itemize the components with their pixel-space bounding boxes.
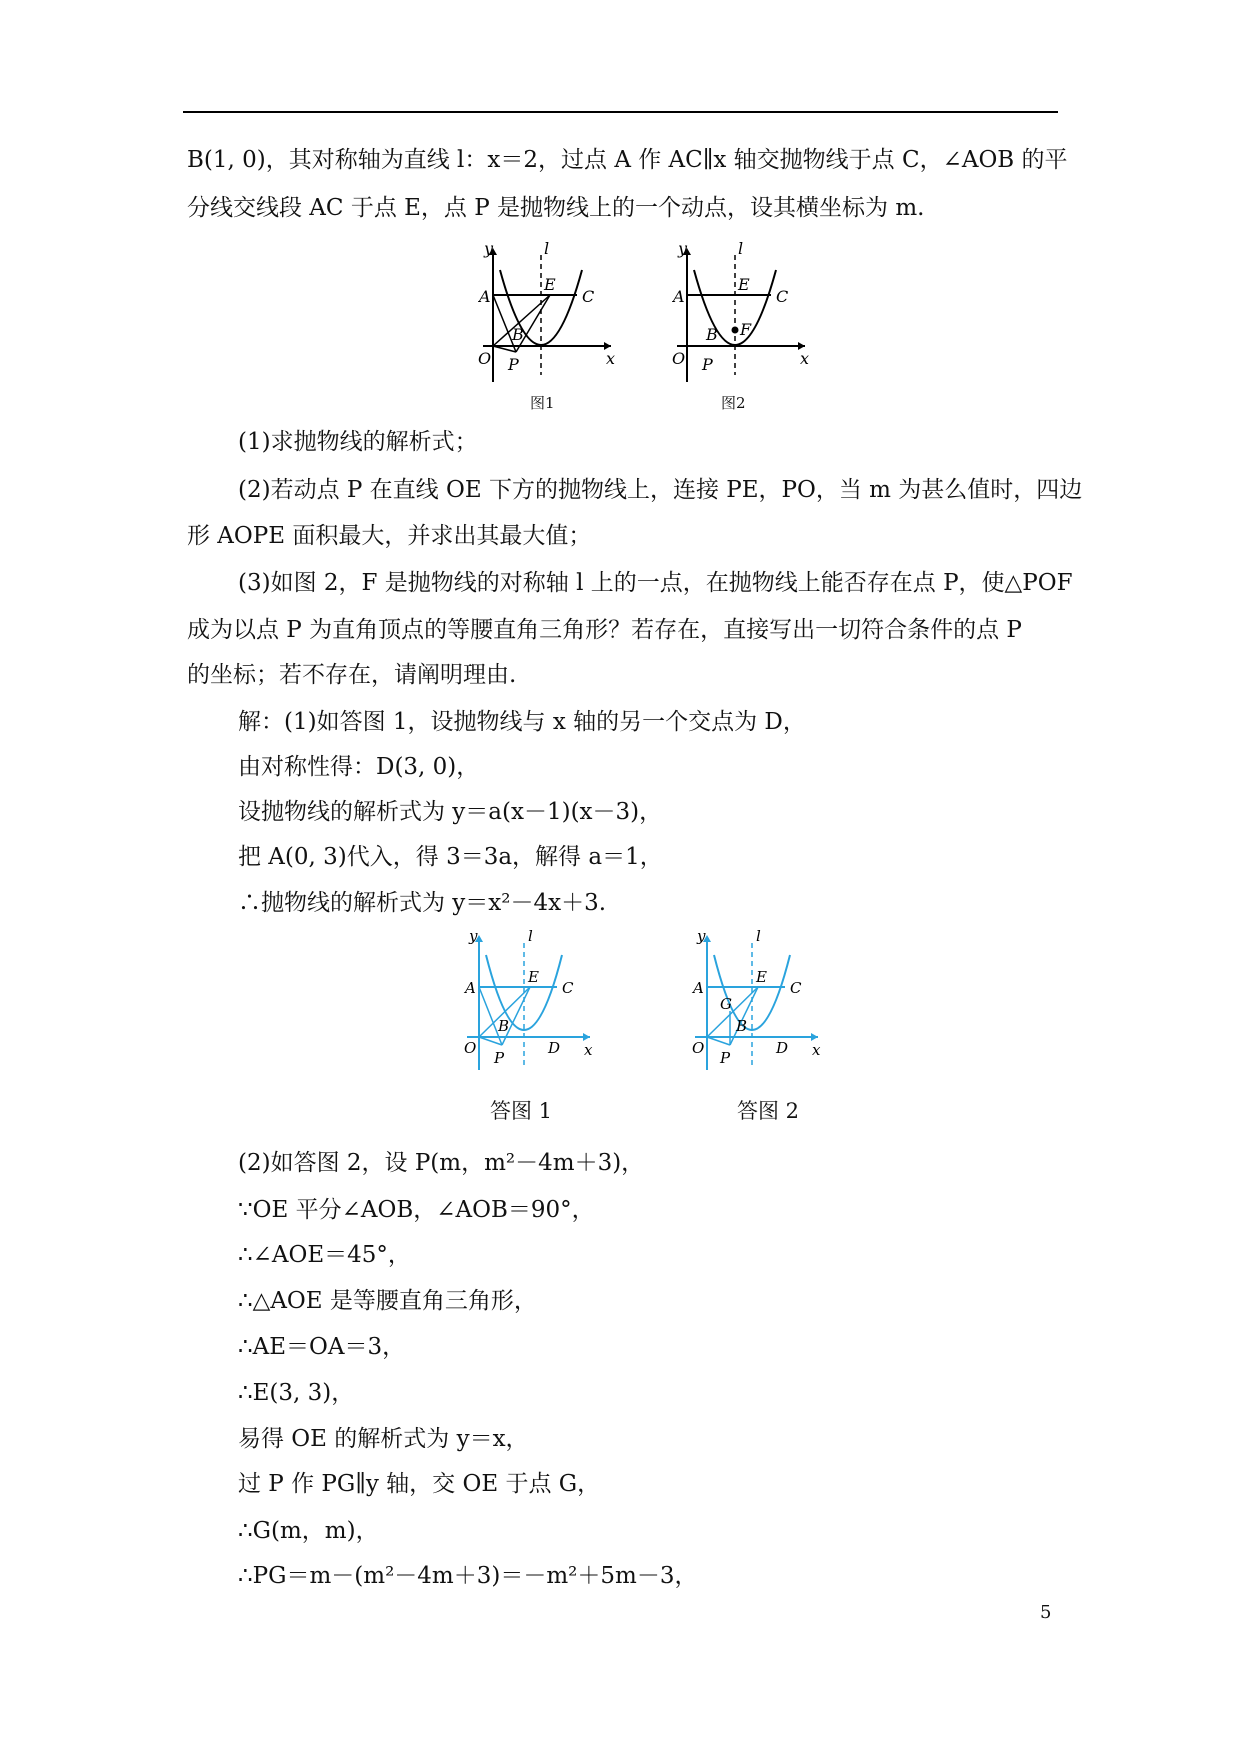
question-3-line-1: (3)如图 2，F 是抛物线的对称轴 l 上的一点，在抛物线上能否存在点 P，使△POF bbox=[238, 570, 1073, 596]
question-1: (1)求抛物线的解析式； bbox=[238, 429, 478, 455]
solution-line-5: ∴抛物线的解析式为 y＝x²－4x＋3. bbox=[238, 890, 607, 916]
solution-2-line-3: ∴∠AOE＝45°， bbox=[238, 1242, 411, 1268]
question-2-line-1: (2)若动点 P 在直线 OE 下方的抛物线上，连接 PE，PO，当 m 为甚么值时，四边 bbox=[238, 477, 1083, 503]
question-3-line-2: 成为以点 P 为直角顶点的等腰直角三角形？若存在，直接写出一切符合条件的点 P bbox=[187, 617, 1022, 643]
answer-figure-1 bbox=[462, 925, 597, 1075]
fig2-B-label: B bbox=[706, 325, 718, 344]
solution-line-3: 设抛物线的解析式为 y＝a(x－1)(x－3)， bbox=[238, 799, 663, 825]
solution-2-line-7: 易得 OE 的解析式为 y＝x， bbox=[238, 1426, 529, 1452]
fig2-F-label: F bbox=[740, 320, 752, 339]
solution-2-line-2: ∵OE 平分∠AOB，∠AOB＝90°， bbox=[238, 1197, 595, 1223]
page-number: 5 bbox=[1040, 1602, 1052, 1623]
ans1-P-label: P bbox=[494, 1049, 505, 1067]
solution-2-line-1: (2)如答图 2，设 P(m，m²－4m＋3)， bbox=[238, 1150, 645, 1176]
solution-2-line-6: ∴E(3, 3)， bbox=[238, 1380, 355, 1406]
ans1-y-label: y bbox=[469, 927, 478, 945]
fig2-C-label: C bbox=[776, 287, 789, 306]
fig2-O-label: O bbox=[672, 349, 686, 368]
ans1-E-label: E bbox=[528, 968, 539, 986]
ans1-A-label: A bbox=[465, 979, 476, 997]
ans2-B-label: B bbox=[736, 1017, 748, 1035]
fig2-y-label: y bbox=[678, 240, 688, 258]
fig1-A-label: A bbox=[479, 287, 491, 306]
fig1-x-label: x bbox=[606, 349, 616, 368]
header-rule bbox=[183, 111, 1058, 113]
ans2-P-label: P bbox=[720, 1049, 731, 1067]
figure-2 bbox=[672, 240, 812, 415]
ans1-D-label: D bbox=[548, 1039, 561, 1057]
fig1-O-label: O bbox=[478, 349, 492, 368]
question-3-line-3: 的坐标；若不存在，请阐明理由. bbox=[187, 662, 517, 688]
ans2-C-label: C bbox=[790, 979, 802, 997]
fig1-P-label: P bbox=[508, 355, 519, 374]
solution-2-line-10: ∴PG＝m－(m²－4m＋3)＝－m²＋5m－3， bbox=[238, 1563, 698, 1589]
ans2-y-label: y bbox=[697, 927, 706, 945]
solution-2-line-4: ∴△AOE 是等腰直角三角形， bbox=[238, 1288, 537, 1314]
solution-line-2: 由对称性得：D(3, 0)， bbox=[238, 754, 480, 780]
fig2-x-label: x bbox=[800, 349, 810, 368]
ans2-x-label: x bbox=[812, 1041, 821, 1059]
question-2-line-2: 形 AOPE 面积最大，并求出其最大值； bbox=[187, 523, 592, 549]
problem-line-1: B(1, 0)，其对称轴为直线 l：x＝2，过点 A 作 AC∥x 轴交抛物线于点 C，∠AOB 的平 bbox=[187, 147, 1068, 173]
ans1-x-label: x bbox=[584, 1041, 593, 1059]
ans2-A-label: A bbox=[693, 979, 704, 997]
ans1-O-label: O bbox=[464, 1039, 477, 1057]
answer-figure-1-caption: 答图 1 bbox=[490, 1099, 553, 1123]
figure-2-caption: 图2 bbox=[721, 394, 746, 412]
fig1-E-label: E bbox=[544, 275, 556, 294]
answer-figure-2-caption: 答图 2 bbox=[737, 1099, 800, 1123]
ans2-D-label: D bbox=[776, 1039, 789, 1057]
answer-figure-2 bbox=[690, 925, 825, 1075]
fig2-P-label: P bbox=[702, 355, 713, 374]
fig1-y-label: y bbox=[484, 240, 494, 258]
ans1-C-label: C bbox=[562, 979, 574, 997]
solution-2-line-8: 过 P 作 PG∥y 轴，交 OE 于点 G， bbox=[238, 1471, 601, 1497]
fig1-l-label: l bbox=[544, 240, 550, 258]
fig2-l-label: l bbox=[738, 240, 744, 258]
ans2-l-label: l bbox=[756, 927, 761, 945]
ans2-E-label: E bbox=[756, 968, 767, 986]
ans1-l-label: l bbox=[528, 927, 533, 945]
fig2-E-label: E bbox=[738, 275, 750, 294]
fig1-C-label: C bbox=[582, 287, 595, 306]
figure-1-caption: 图1 bbox=[530, 394, 555, 412]
ans2-G-label: G bbox=[720, 995, 732, 1013]
solution-line-4: 把 A(0, 3)代入，得 3＝3a，解得 a＝1， bbox=[238, 844, 663, 870]
ans2-O-label: O bbox=[692, 1039, 705, 1057]
solution-2-line-9: ∴G(m，m)， bbox=[238, 1518, 379, 1544]
fig2-A-label: A bbox=[673, 287, 685, 306]
ans1-B-label: B bbox=[498, 1017, 510, 1035]
problem-line-2: 分线交线段 AC 于点 E，点 P 是抛物线上的一个动点，设其横坐标为 m. bbox=[187, 195, 925, 221]
solution-2-line-5: ∴AE＝OA＝3， bbox=[238, 1334, 406, 1360]
figure-1 bbox=[478, 240, 618, 415]
fig1-B-label: B bbox=[512, 325, 524, 344]
solution-line-1: 解：(1)如答图 1，设抛物线与 x 轴的另一个交点为 D， bbox=[238, 709, 806, 735]
